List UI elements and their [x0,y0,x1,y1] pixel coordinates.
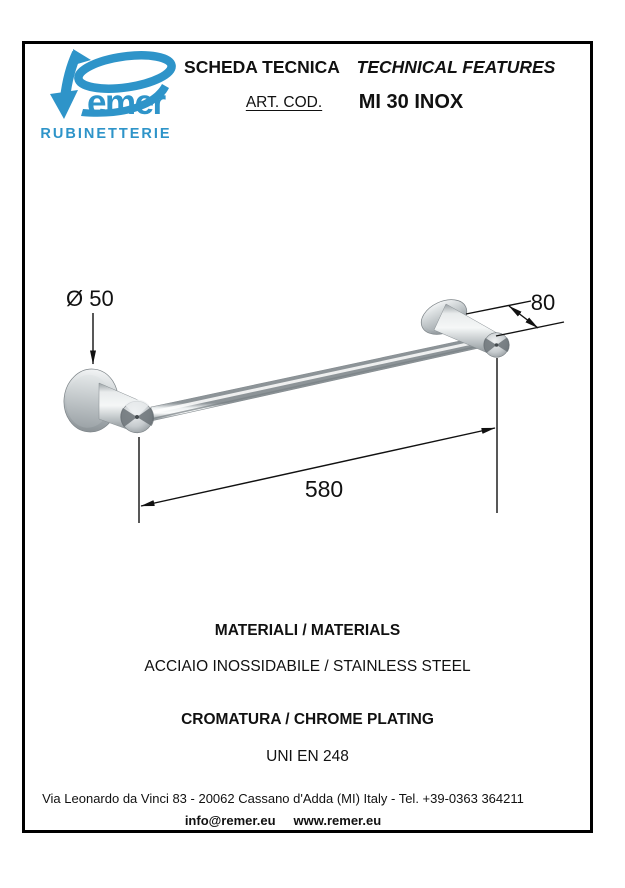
brand-subtitle: RUBINETTERIE [40,126,172,142]
dim-diameter-label: Ø 50 [66,286,114,311]
logo-arrow-head [50,90,78,119]
footer-website: www.remer.eu [293,813,382,828]
dim-length-label: 580 [304,476,344,502]
remer-logo-icon [33,48,179,128]
footer-email: info@remer.eu [184,813,276,828]
plating-title: CROMATURA / CHROME PLATING [181,711,434,728]
technical-drawing [22,253,593,563]
title-technical-features: TECHNICAL FEATURES [356,57,556,77]
brand-wordmark: emer [87,83,165,122]
art-cod-label: ART. COD. [245,94,323,111]
materials-title: MATERIALI / MATERIALS [214,622,401,639]
materials-value: ACCIAIO INOSSIDABILE / STAINLESS STEEL [144,658,471,675]
datasheet-page [22,41,593,833]
projection-ext-bottom [496,322,564,336]
plating-standard: UNI EN 248 [266,748,349,765]
footer-address: Via Leonardo da Vinci 83 - 20062 Cassano d'Adda (MI) Italy - Tel. +39-0363 364211 [42,791,524,806]
title-scheda-tecnica: SCHEDA TECNICA [184,57,340,77]
footer-contacts [25,813,541,828]
dim-projection-label: 80 [530,290,556,315]
art-code-value: MI 30 INOX [358,91,464,113]
projection-ext-top [466,301,531,314]
left-wall-mount [61,366,154,434]
towel-bar [151,335,488,421]
